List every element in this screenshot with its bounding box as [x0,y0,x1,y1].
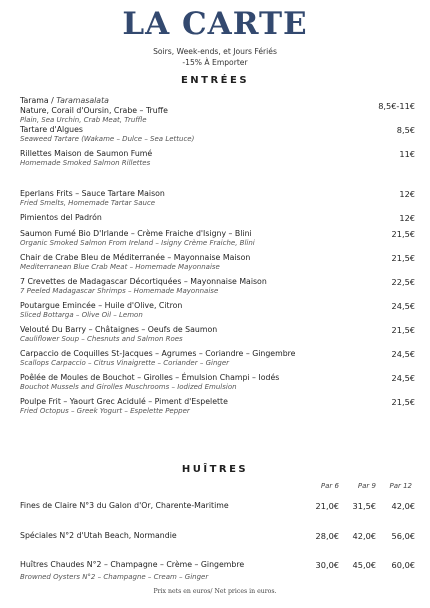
menu-item-eperlans [20,189,415,208]
item-price: 24,5€ [391,373,415,383]
price-note: Prix nets en euros/ Net prices in euros. [153,588,277,595]
item-price: 24,5€ [391,301,415,311]
price-par-6: 21,0€ [315,501,339,511]
price-par-12: 60,0€ [391,560,415,570]
oyster-row-speciales [20,531,415,541]
oyster-row-chaudes [20,560,415,582]
item-price: 21,5€ [391,229,415,239]
item-name: Poulpe Frit – Yaourt Grec Acidulé – Piment d'Espelette [20,397,228,406]
item-price: 21,5€ [391,253,415,263]
menu-item-poutargue [20,301,415,320]
item-name-latin: Taramasalata [56,96,109,105]
menu-item-moules [20,373,415,392]
column-header-par-9: Par 9 [357,482,376,490]
column-header-par-6: Par 6 [320,482,339,490]
item-price: 12€ [399,213,415,223]
menu-item-saumon-fume [20,229,415,248]
item-name: Pimientos del Padrón [20,213,102,222]
menu-subtitle-takeaway: -15% À Emporter [182,58,248,67]
oyster-row-fines-claire [20,501,415,511]
item-description: Browned Oysters N°2 – Champagne – Cream – Ginger [20,573,209,581]
item-name: Tartare d'Algues [20,125,83,134]
price-par-9: 45,0€ [352,560,376,570]
item-description: Sliced Bottarga – Olive Oil – Lemon [20,311,143,319]
item-name: Poêlée de Moules de Bouchot – Girolles – Émulsion Champi – Iodés [20,373,280,382]
item-description: Cauliflower Soup – Chesnuts and Salmon Roes [20,335,183,343]
item-price: 24,5€ [391,349,415,359]
item-description: Fried Octopus – Greek Yogurt – Espelette Pepper [20,407,190,415]
item-name: Saumon Fumé Bio D'Irlande – Crème Fraiche d'Isigny – Blini [20,229,252,238]
item-description: Scallops Carpaccio – Citrus Vinaigrette – Coriander – Ginger [20,359,230,367]
item-name: Carpaccio de Coquilles St-Jacques – Agrumes – Coriandre – Gingembre [20,349,296,358]
item-description: Plain, Sea Urchin, Crab Meat, Truffle [20,116,147,124]
item-name: Rillettes Maison de Saumon Fumé [20,149,153,158]
item-description: Bouchot Mussels and Girolles Muschrooms – Iodized Emulsion [20,383,237,391]
menu-subtitle-hours: Soirs, Week-ends, et Jours Fériés [153,47,277,56]
menu-item-tarama [20,96,415,125]
item-name: Spéciales N°2 d'Utah Beach, Normandie [20,531,177,540]
item-description: Homemade Smoked Salmon Rillettes [20,159,151,167]
menu-item-pimientos [20,213,415,223]
price-par-9: 42,0€ [352,531,376,541]
menu-item-veloute [20,325,415,344]
item-name: Fines de Claire N°3 du Galon d'Or, Charente-Maritime [20,501,229,510]
item-description: Organic Smoked Salmon From Ireland – Isigny Crème Fraiche, Blini [20,239,255,247]
item-name: Huîtres Chaudes N°2 – Champagne – Crème – Gingembre [20,560,245,569]
price-par-9: 31,5€ [352,501,376,511]
menu-item-rillettes [20,149,415,168]
item-name: Eperlans Frits – Sauce Tartare Maison [20,189,165,198]
item-description: Seaweed Tartare (Wakame – Dulce – Sea Lettuce) [20,135,195,143]
item-variants: Nature, Corail d'Oursin, Crabe – Truffe [20,106,168,115]
price-par-12: 42,0€ [391,501,415,511]
item-description: Fried Smelts, Homemade Tartar Sauce [20,199,156,207]
column-header-par-12: Par 12 [389,482,412,490]
item-price: 22,5€ [391,277,415,287]
menu-title: LA CARTE [122,6,308,42]
item-price: 8,5€ [396,125,415,135]
item-price: 12€ [399,189,415,199]
item-name: Poutargue Emincée – Huile d'Olive, Citron [20,301,183,310]
menu-item-chair-crabe [20,253,415,272]
item-description: 7 Peeled Madagascar Shrimps – Homemade Mayonnaise [20,287,219,295]
menu-item-crevettes [20,277,415,296]
item-price: 11€ [399,149,415,159]
menu-item-poulpe [20,397,415,416]
item-price: 21,5€ [391,397,415,407]
section-title-huitres: HUÎTRES [181,464,249,475]
price-par-6: 28,0€ [315,531,339,541]
item-price: 21,5€ [391,325,415,335]
section-title-entrees: ENTRÉES [180,75,250,86]
item-description: Mediterranean Blue Crab Meat – Homemade Mayonnaise [20,263,220,271]
price-par-6: 30,0€ [315,560,339,570]
menu-item-tartare-algues [20,125,415,144]
item-name: Tarama / [20,96,57,105]
item-price: 8,5€-11€ [378,101,415,111]
item-name: Chair de Crabe Bleu de Méditerranée – Mayonnaise Maison [20,253,251,262]
item-name: 7 Crevettes de Madagascar Décortiquées – Mayonnaise Maison [20,277,267,286]
item-name: Velouté Du Barry – Châtaignes – Oeufs de Saumon [20,325,218,334]
price-par-12: 56,0€ [391,531,415,541]
menu-item-carpaccio [20,349,415,368]
